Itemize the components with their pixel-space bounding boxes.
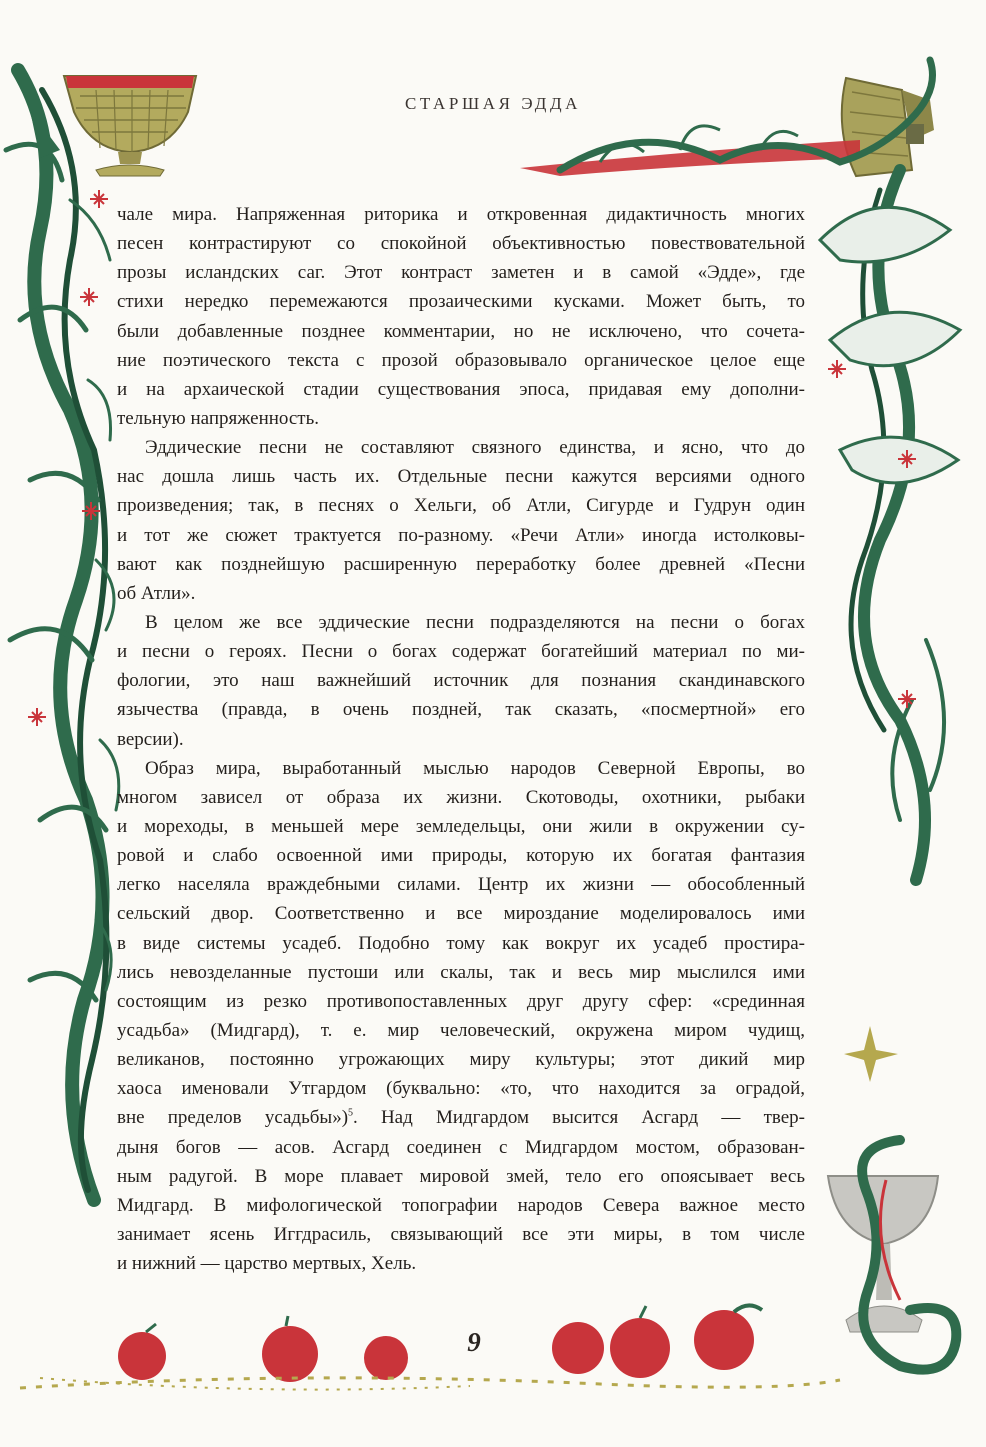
text-line: лись невозделанные пустоши или скалы, так и весь мир мыслился ими: [117, 961, 805, 983]
text-segment: . Над Мидгардом высится Асгард — твер-: [353, 1107, 805, 1129]
text-line: тельную напряженность.: [117, 407, 320, 429]
body-text: [117, 200, 805, 1278]
text-line: легко населяла враждебными силами. Центр их жизни — обособленный: [117, 874, 805, 896]
text-line: вают как позднейшую расширенную переработку более древней «Песни: [117, 553, 805, 575]
text-line: многом зависел от образа их жизни. Скотоводы, охотники, рыбаки: [117, 786, 805, 808]
text-line: ровой и слабо освоенной ими природы, которую их богатая фантазия: [117, 845, 805, 867]
text-line: занимает ясень Иггдрасиль, связывающий все эти миры, в том числе: [117, 1223, 805, 1245]
goblet-top-left-icon: [64, 76, 196, 176]
text-line: были добавленные позднее комментарии, но не исключено, что сочета-: [117, 320, 805, 342]
text-line: Мидгард. В мифологической топографии народов Севера важное место: [117, 1194, 805, 1216]
text-line: и на архаической стадии существования эпоса, придавая ему дополни-: [117, 378, 805, 400]
right-vine: [820, 170, 960, 880]
text-line: ным радугой. В море плавает мировой змей, тело его опоясывает весь: [117, 1165, 805, 1187]
text-line: чале мира. Напряженная риторика и откровенная дидактичность многих: [117, 204, 805, 225]
text-line: фологии, это наш важнейший источник для познания скандинавского: [117, 670, 805, 692]
text-line: и песни о героях. Песни о богах содержат богатейший материал по ми-: [117, 641, 805, 663]
text-line: Эддические песни не составляют связного единства, и ясно, что до: [145, 437, 805, 459]
text-line: В целом же все эддические песни подразделяются на песни о богах: [145, 611, 805, 633]
footnote-text-line: [117, 1103, 805, 1132]
text-line: об Атли».: [117, 582, 196, 604]
text-line: и нижний — царство мертвых, Хель.: [117, 1253, 417, 1275]
text-line: хаоса именовали Утгардом (буквально: «то, что находится за оградой,: [117, 1078, 805, 1100]
text-line: прозы исландских саг. Этот контраст заметен и в самой «Эдде», где: [117, 262, 805, 284]
text-line: и тот же сюжет трактуется по-разному. «Речи Атли» иногда истолковы-: [117, 524, 805, 546]
text-line: Образ мира, выработанный мыслью народов Северной Европы, во: [145, 757, 805, 779]
apple-row-icons: [20, 1305, 840, 1389]
text-line: усадьба» (Мидгард), т. е. мир человеческий, окружена миром чудищ,: [117, 1019, 805, 1041]
gold-star-icon: [844, 1026, 898, 1082]
running-title: СТАРШАЯ ЭДДА: [404, 94, 582, 113]
text-line: и мореходы, в меньшей мере земледельцы, они жили в окружении су-: [117, 815, 805, 837]
text-line: версии).: [117, 728, 184, 750]
text-line: ние поэтического текста с прозой образовывало органическое целое еще: [117, 349, 805, 371]
chalice-serpent-icon: [828, 1140, 956, 1370]
text-line: стихи нередко перемежаются прозаическими кусками. Может быть, то: [117, 291, 805, 313]
text-line: сельский двор. Соответственно и все мироздание моделировалось ими: [117, 903, 805, 925]
text-line: состоящим из резко противопоставленных друг другу сфер: «срединная: [117, 990, 805, 1012]
text-line: дыня богов — асов. Асгард соединен с Мидгардом мостом, образован-: [117, 1136, 805, 1158]
text-line: великанов, постоянно угрожающих миру культуры; этот дикий мир: [117, 1049, 805, 1071]
text-segment: вне пределов усадьбы»): [117, 1107, 349, 1129]
page-number: 9: [467, 1327, 481, 1357]
text-line: песен контрастируют со спокойной объективностью повествовательной: [117, 233, 805, 255]
text-line: язычества (правда, в очень поздней, так сказать, «посмертной» его: [117, 699, 805, 721]
footnote-marker[interactable]: 5: [348, 1108, 354, 1120]
text-line: нас дошла лишь часть их. Отдельные песни кажутся версиями одного: [117, 466, 805, 488]
left-vine: [6, 70, 119, 1200]
text-line: в виде системы усадеб. Подобно тому как вокруг их усадеб простира-: [117, 932, 805, 954]
text-line: произведения; так, в песнях о Хельги, об Атли, Сигурде и Гудрун один: [117, 495, 805, 517]
